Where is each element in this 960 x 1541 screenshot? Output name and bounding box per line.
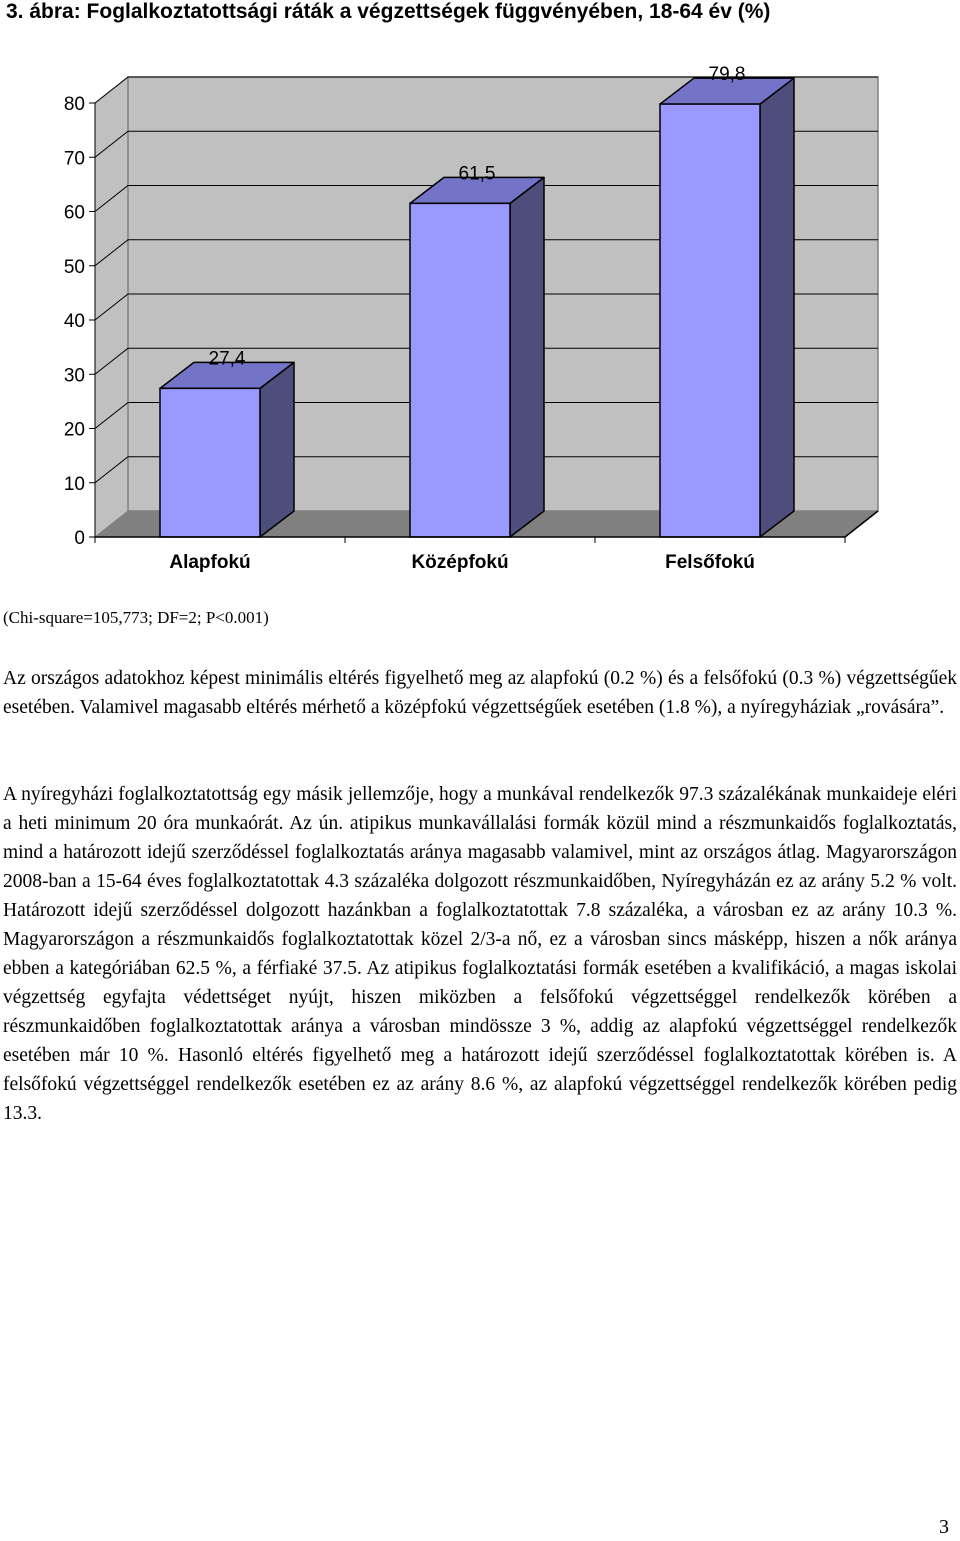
bar-side: [260, 362, 294, 537]
bar-value-label: 61,5: [458, 163, 496, 185]
y-tick-label: 0: [74, 528, 85, 549]
y-tick-label: 40: [63, 311, 85, 332]
bar-3: [660, 64, 794, 537]
bar-chart: [0, 40, 960, 600]
bar-front: [660, 104, 760, 537]
x-category-label: Felsőfokú: [665, 552, 755, 573]
bar-value-label: 79,8: [708, 64, 746, 86]
bar-side: [760, 78, 794, 537]
paragraph-2: A nyíregyházi foglalkoztatottság egy másik jellemzője, hogy a munkával rendelkezők 97.3 százalékának munkaideje eléri a heti minimum 20 óra munkaórát. Az ún. atipikus munkavállalási formák közül mind a részmunkaidős foglalkoztatás, mind a határozott idejű szerződéssel foglalkoztatás aránya magasabb valamivel, mint az országos átlag. Magyarországon 2008-ban a 15-64 éves foglalkoztatottak 4.3 százaléka dolgozott részmunkaidőben, Nyíregyházán ez az arány 5.2 % volt. Határozott idejű szerződéssel dolgozott hazánkban a foglalkoztatottak 7.8 százaléka, a városban ez az arány 10.3 %. Magyarországon a részmunkaidős foglalkoztatottak közel 2/3-a nő, ez a városban sincs másképp, hiszen a nők aránya ebben a kategóriában 62.5 %, a férfiaké 37.5. Az atipikus foglalkoztatási formák esetében a kvalifikáció, a magas iskolai végzettség egyfajta védettséget nyújt, hiszen miközben a felsőfokú végzettséggel rendelkezők körében a részmunkaidőben foglalkoztatottak aránya a városban mindössze 3 %, addig az alapfokú végzettséggel rendelkezők esetében már 10 %. Hasonló eltérés figyelhető meg a határozott idejű szerződéssel foglalkoztatottak körében is. A felsőfokú végzettséggel rendelkezők esetében ez az arány 8.6 %, az alapfokú végzettséggel rendelkezők körében pedig 13.3.: [3, 784, 957, 1124]
bar-value-label: 27,4: [208, 348, 246, 370]
bar-2: [410, 163, 544, 537]
y-tick-label: 50: [63, 256, 85, 278]
x-category-label: Középfokú: [411, 552, 509, 573]
bar-1: [160, 348, 294, 537]
bar-side: [510, 177, 544, 537]
page-number: 3: [939, 1516, 949, 1538]
chi-square-note: (Chi-square=105,773; DF=2; P<0.001): [3, 608, 269, 627]
figure-heading: 3. ábra: Foglalkoztatottsági ráták a végzettségek függvényében, 18-64 év (%): [6, 0, 771, 23]
y-axis: [64, 94, 95, 549]
paragraph-1: Az országos adatokhoz képest minimális eltérés figyelhető meg az alapfokú (0.2 %) és a felsőfokú (0.3 %) végzettségűek esetében. Valamivel magasabb eltérés mérhető a középfokú végzettségűek esetében (1.8 %), a nyíregyháziak „rovására”.: [3, 668, 957, 718]
y-tick-label: 10: [63, 473, 85, 495]
y-tick-label: 20: [63, 419, 85, 441]
x-category-label: Alapfokú: [169, 552, 251, 573]
bar-front: [160, 388, 260, 537]
bar-front: [410, 203, 510, 537]
y-tick-label: 70: [63, 148, 85, 170]
y-tick-label: 30: [63, 365, 85, 387]
y-tick-label: 80: [63, 94, 85, 115]
y-tick-label: 60: [63, 202, 85, 224]
